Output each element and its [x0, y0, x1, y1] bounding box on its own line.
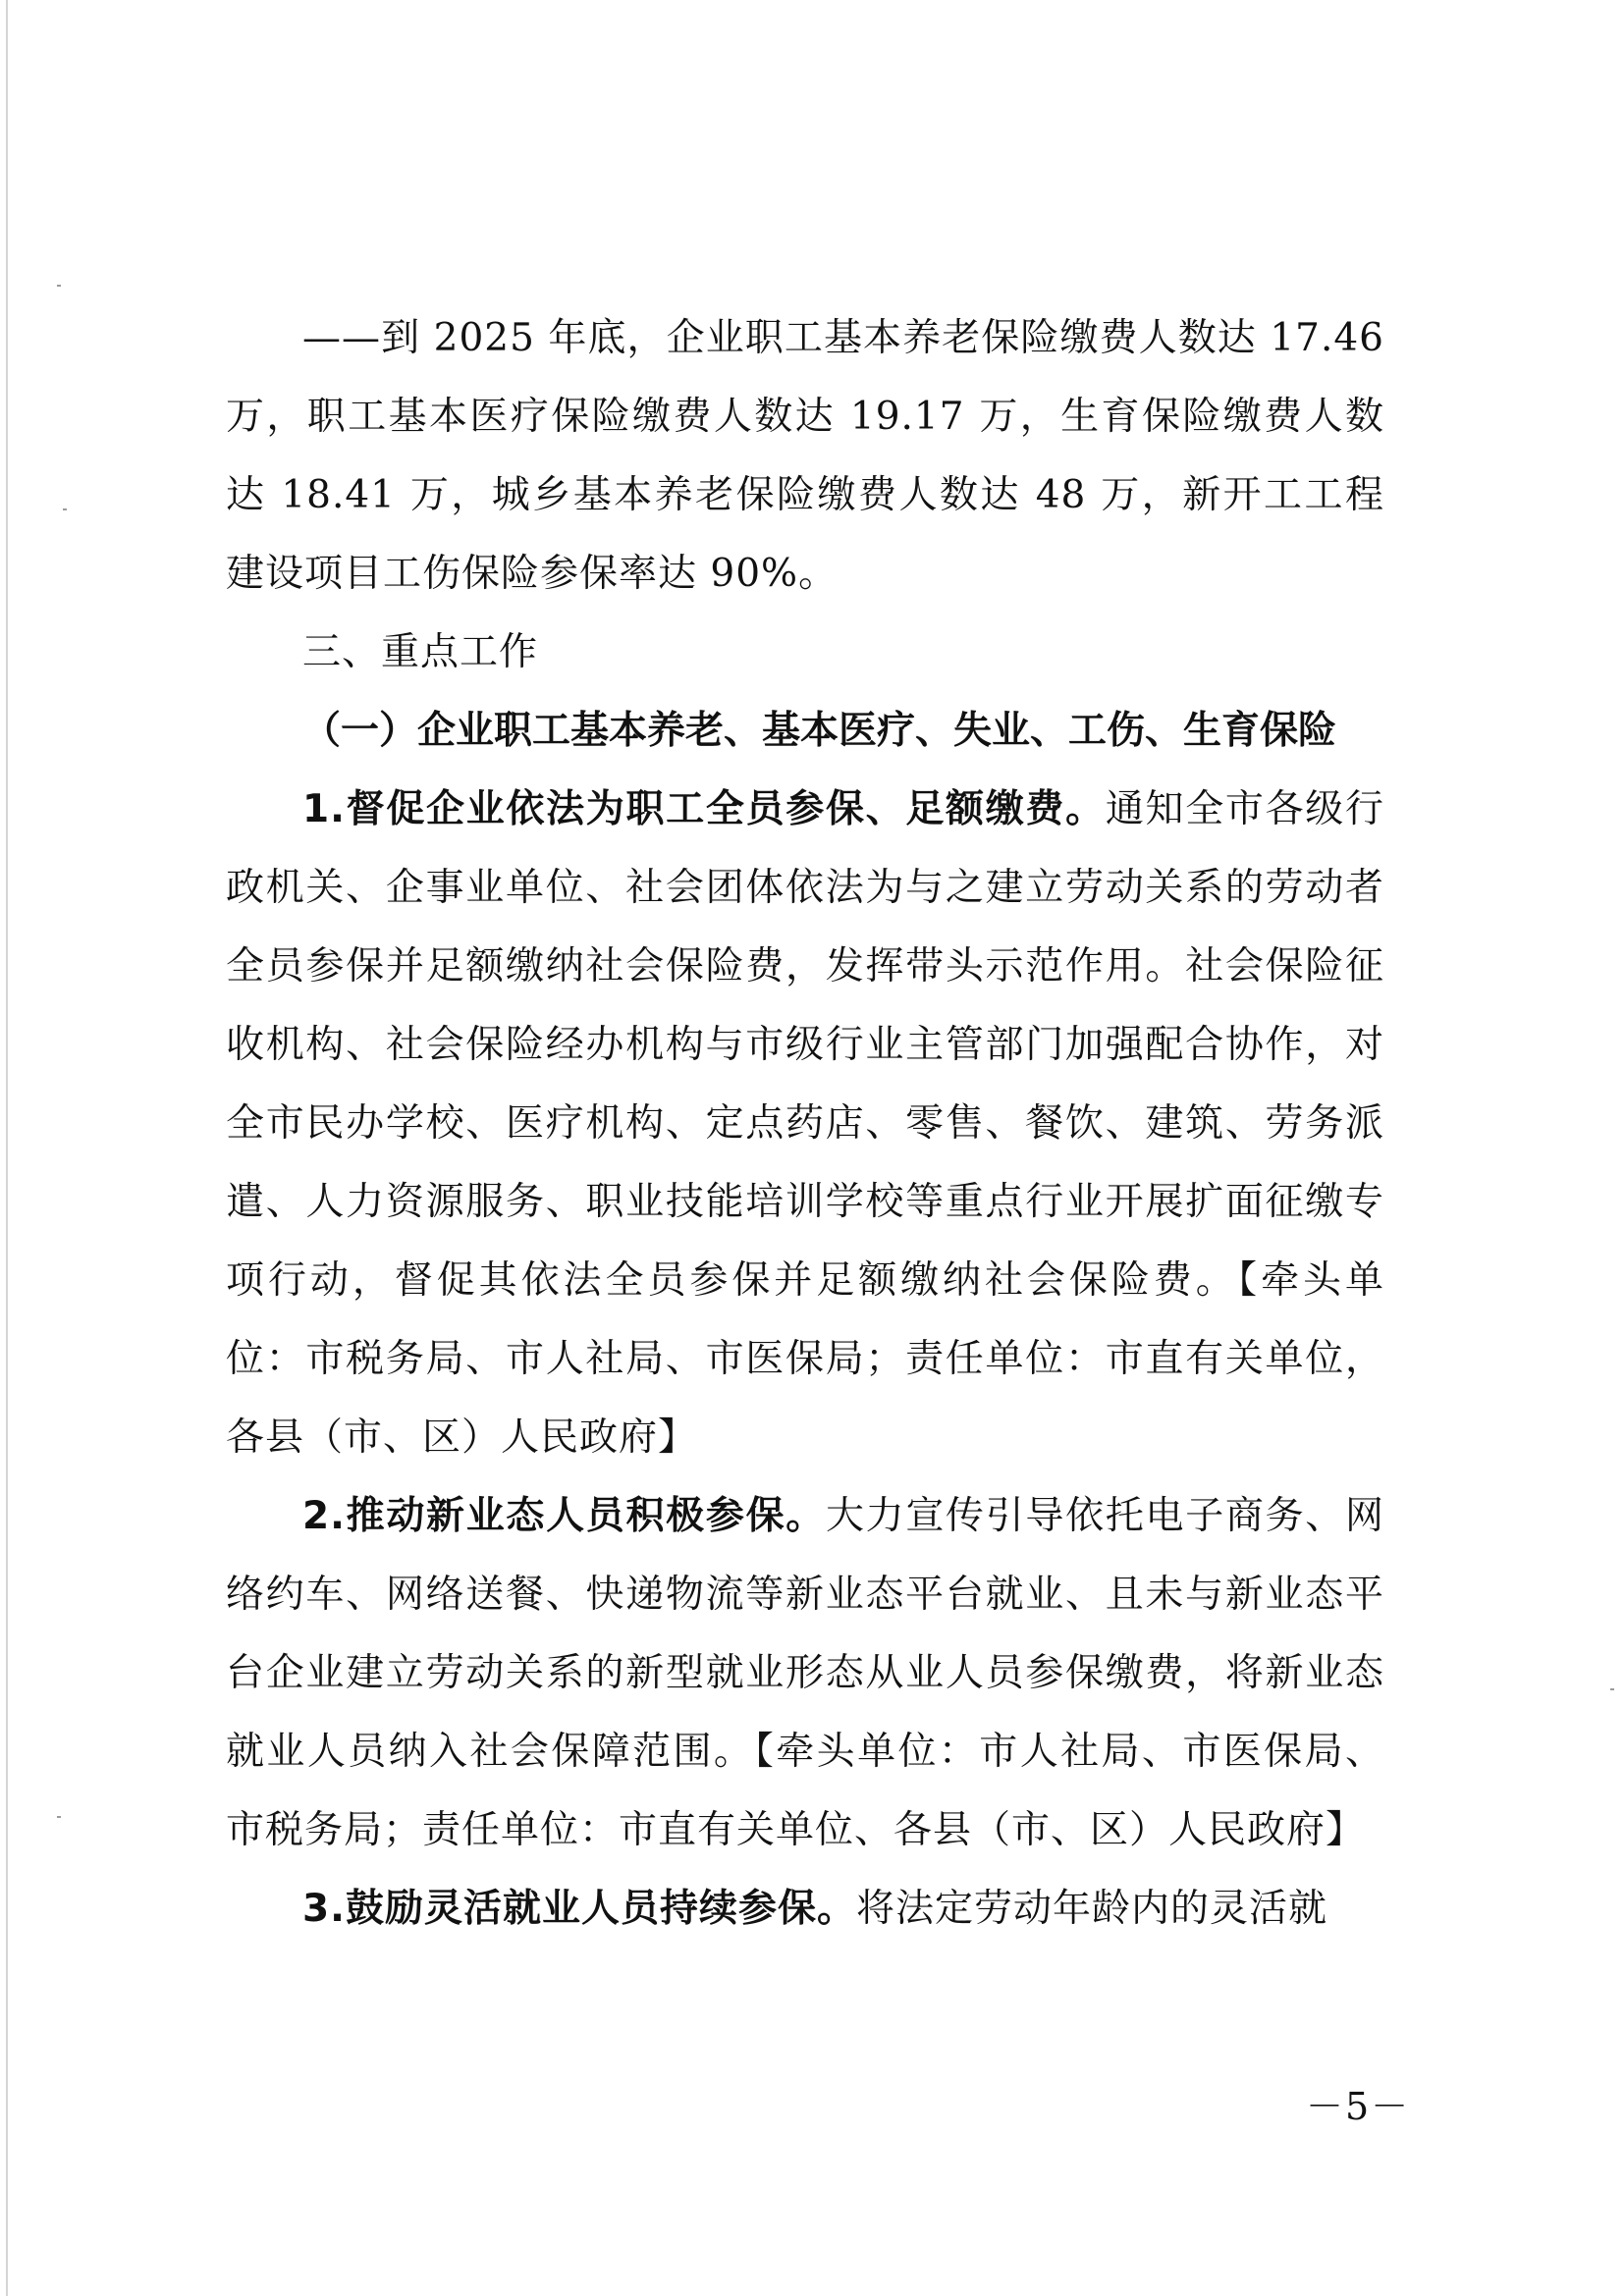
scan-speck: [57, 1816, 61, 1818]
item-2-title: 2.推动新业态人员积极参保。: [302, 1494, 826, 1538]
scan-speck: [1610, 1688, 1614, 1690]
item-2-paragraph: [226, 1477, 1384, 1870]
item-2-body: 大力宣传引导依托电子商务、网络约车、网络送餐、快递物流等新业态平台就业、且未与新业态平台企业建立劳动关系的新型就业形态从业人员参保缴费，将新业态就业人员纳入社会保障范围。【牵头单位：市人社局、市医保局、市税务局；责任单位：市直有关单位、各县（市、区）人民政府】: [226, 1494, 1384, 1852]
item-1-body: 通知全市各级行政机关、企事业单位、社会团体依法为与之建立劳动关系的劳动者全员参保并足额缴纳社会保险费，发挥带头示范作用。社会保险征收机构、社会保险经办机构与市级行业主管部门加强配合协作，对全市民办学校、医疗机构、定点药店、零售、餐饮、建筑、劳务派遣、人力资源服务、职业技能培训学校等重点行业开展扩面征缴专项行动，督促其依法全员参保并足额缴纳社会保险费。【牵头单位：市税务局、市人社局、市医保局；责任单位：市直有关单位，各县（市、区）人民政府】: [226, 787, 1384, 1460]
page-number: －5－: [1306, 2085, 1411, 2128]
item-3-title: 3.鼓励灵活就业人员持续参保。: [302, 1887, 856, 1931]
item-3-body: 将法定劳动年龄内的灵活就: [855, 1887, 1327, 1931]
scan-edge-line: [6, 0, 8, 2296]
target-paragraph: ——到 2025 年底，企业职工基本养老保险缴费人数达 17.46 万，职工基本医疗保险缴费人数达 19.17 万，生育保险缴费人数达 18.41 万，城乡基本养老保险缴费人数达 48 万，新开工工程建设项目工伤保险参保率达 90%。: [226, 316, 1384, 596]
scan-speck: [57, 285, 61, 287]
subsection-heading: （一）企业职工基本养老、基本医疗、失业、工伤、生育保险: [302, 709, 1337, 753]
item-1-paragraph: [226, 771, 1384, 1477]
item-3-paragraph: [226, 1870, 1384, 1949]
document-body: [226, 299, 1384, 1949]
scan-speck: [63, 508, 67, 510]
section-heading: 三、重点工作: [302, 630, 539, 674]
item-1-title: 1.督促企业依法为职工全员参保、足额缴费。: [302, 787, 1106, 831]
